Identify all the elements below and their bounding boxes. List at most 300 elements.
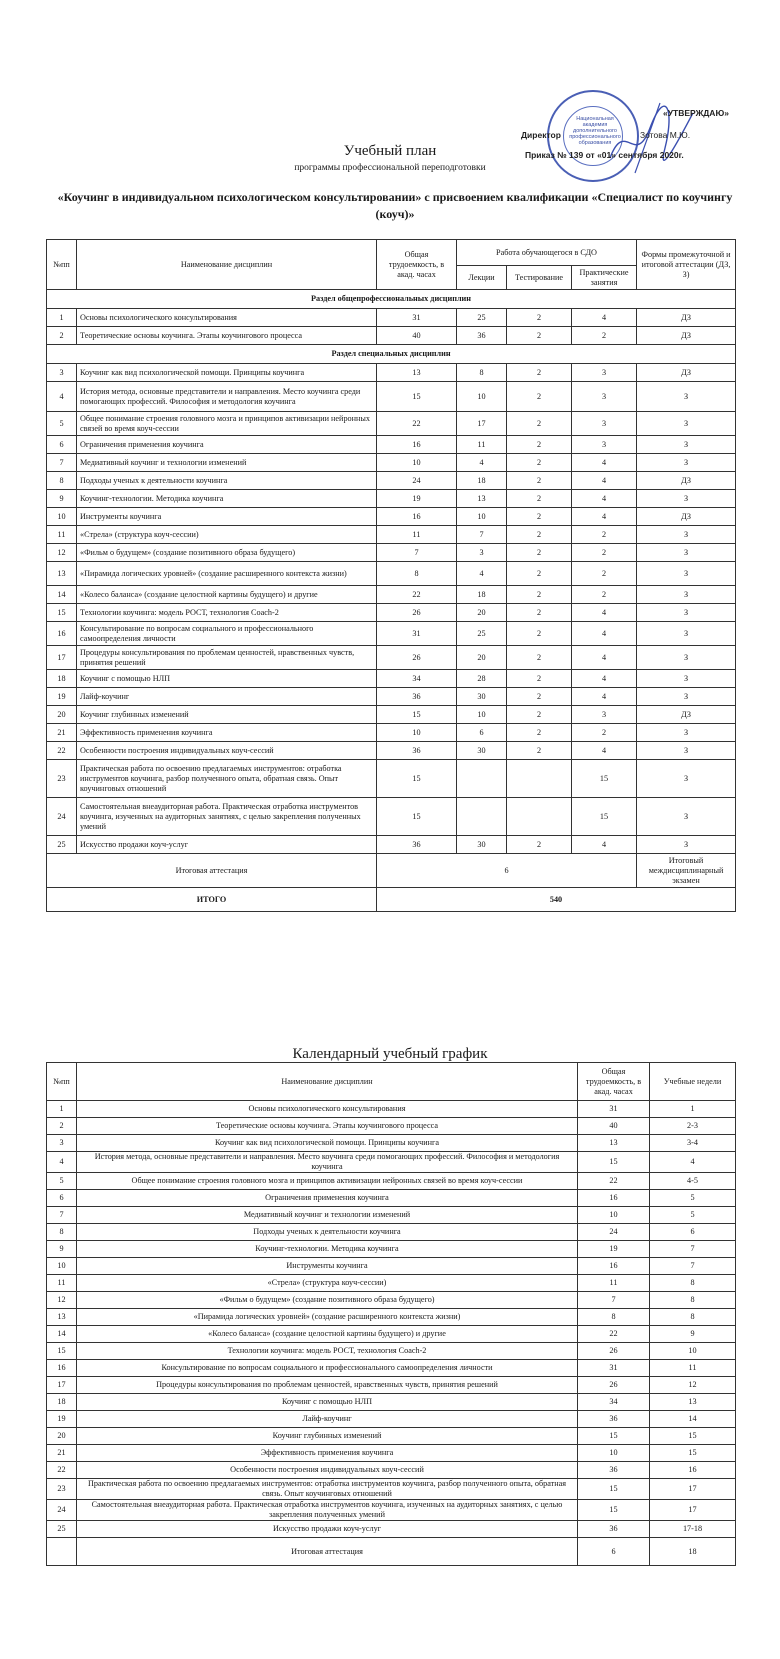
discipline-name: Процедуры консультирования по проблемам ценностей, нравственных чувств, принятия решений <box>77 1377 578 1394</box>
row-number: 15 <box>47 604 77 622</box>
table-row <box>47 1360 736 1377</box>
discipline-name: Инструменты коучинга <box>77 508 377 526</box>
table-row <box>47 1190 736 1207</box>
attestation-form: З <box>637 622 736 646</box>
study-weeks: 15 <box>650 1445 736 1462</box>
testing-hours: 2 <box>507 706 572 724</box>
testing-hours: 2 <box>507 562 572 586</box>
total-hours: 13 <box>578 1135 650 1152</box>
row-number: 23 <box>47 760 77 798</box>
attestation-form: З <box>637 436 736 454</box>
total-hours: 26 <box>377 604 457 622</box>
row-number: 11 <box>47 1275 77 1292</box>
lecture-hours: 28 <box>457 670 507 688</box>
discipline-name: Коучинг с помощью НЛП <box>77 1394 578 1411</box>
practice-hours: 4 <box>572 604 637 622</box>
table-row <box>47 1479 736 1500</box>
table-row <box>47 472 736 490</box>
lecture-hours: 10 <box>457 706 507 724</box>
table-row <box>47 544 736 562</box>
row-number: 5 <box>47 412 77 436</box>
discipline-name: Технологии коучинга: модель РОСТ, технология Coach-2 <box>77 604 377 622</box>
attestation-form: З <box>637 724 736 742</box>
total-hours: 16 <box>578 1190 650 1207</box>
total-hours: 15 <box>578 1428 650 1445</box>
attestation-form: З <box>637 586 736 604</box>
discipline-name: Подходы ученых к деятельности коучинга <box>77 1224 578 1241</box>
table-row <box>47 1173 736 1190</box>
row-number: 19 <box>47 688 77 706</box>
seal-icon: Национальная академия дополнительного профессионального образования <box>547 90 639 182</box>
practice-hours: 4 <box>572 622 637 646</box>
attestation-form: З <box>637 382 736 412</box>
lecture-hours: 10 <box>457 382 507 412</box>
practice-hours: 2 <box>572 327 637 345</box>
row-number: 2 <box>47 1118 77 1135</box>
col-header-forms: Формы промежуточной и итоговой аттестации (ДЗ, З) <box>637 240 736 290</box>
table-row <box>47 706 736 724</box>
cal-header-total: Общая трудоемкость, в акад. часах <box>578 1063 650 1101</box>
final-attestation-weeks: 18 <box>650 1538 736 1566</box>
practice-hours: 3 <box>572 412 637 436</box>
testing-hours: 2 <box>507 412 572 436</box>
testing-hours: 2 <box>507 688 572 706</box>
row-number: 18 <box>47 1394 77 1411</box>
discipline-name: «Пирамида логических уровней» (создание расширенного контекста жизни) <box>77 562 377 586</box>
row-number: 14 <box>47 1326 77 1343</box>
discipline-name: Консультирование по вопросам социального и профессионального самоопределения личности <box>77 622 377 646</box>
total-hours: 15 <box>377 706 457 724</box>
table-row <box>47 742 736 760</box>
page-subtitle: программы профессиональной переподготовки <box>294 163 486 173</box>
discipline-name: Искусство продажи коуч-услуг <box>77 836 377 854</box>
lecture-hours: 30 <box>457 742 507 760</box>
col-header-lectures: Лекции <box>457 266 507 290</box>
row-number: 7 <box>47 1207 77 1224</box>
row-number: 22 <box>47 1462 77 1479</box>
row-number: 4 <box>47 382 77 412</box>
total-label: ИТОГО <box>47 888 377 912</box>
discipline-name: Коучинг глубинных изменений <box>77 1428 578 1445</box>
row-number: 19 <box>47 1411 77 1428</box>
lecture-hours <box>457 760 507 798</box>
discipline-name: «Фильм о будущем» (создание позитивного образа будущего) <box>77 1292 578 1309</box>
lecture-hours: 6 <box>457 724 507 742</box>
total-hours: 8 <box>578 1309 650 1326</box>
lecture-hours: 25 <box>457 309 507 327</box>
row-number: 2 <box>47 327 77 345</box>
total-hours: 31 <box>377 622 457 646</box>
lecture-hours: 18 <box>457 472 507 490</box>
total-hours: 40 <box>578 1118 650 1135</box>
row-number: 25 <box>47 1521 77 1538</box>
total-hours: 10 <box>377 454 457 472</box>
final-attestation-row <box>47 1538 736 1566</box>
attestation-form: З <box>637 670 736 688</box>
total-hours: 15 <box>578 1500 650 1521</box>
table-row <box>47 327 736 345</box>
testing-hours: 2 <box>507 622 572 646</box>
col-header-work: Работа обучающегося в СДО <box>457 240 637 266</box>
total-hours: 11 <box>377 526 457 544</box>
attestation-form: З <box>637 798 736 836</box>
discipline-name: «Колесо баланса» (создание целостной картины будущего) и другие <box>77 586 377 604</box>
table-row <box>47 1152 736 1173</box>
study-weeks: 5 <box>650 1207 736 1224</box>
study-weeks: 7 <box>650 1258 736 1275</box>
row-number: 17 <box>47 646 77 670</box>
total-hours: 7 <box>377 544 457 562</box>
study-weeks: 6 <box>650 1224 736 1241</box>
discipline-name: Процедуры консультирования по проблемам ценностей, нравственных чувств, принятия решений <box>77 646 377 670</box>
row-number: 21 <box>47 1445 77 1462</box>
row-number: 20 <box>47 706 77 724</box>
section-special: Раздел специальных дисциплин <box>47 345 736 364</box>
table-row <box>47 1241 736 1258</box>
study-weeks: 3-4 <box>650 1135 736 1152</box>
total-value: 540 <box>377 888 736 912</box>
total-hours: 16 <box>578 1258 650 1275</box>
table-row <box>47 1343 736 1360</box>
lecture-hours: 10 <box>457 508 507 526</box>
discipline-name: Особенности построения индивидуальных коуч-сессий <box>77 1462 578 1479</box>
study-weeks: 11 <box>650 1360 736 1377</box>
study-weeks: 8 <box>650 1275 736 1292</box>
total-hours: 31 <box>578 1360 650 1377</box>
total-hours: 22 <box>377 412 457 436</box>
discipline-name: История метода, основные представители и направления. Место коучинга среди помогающих профессий. Философия и методология коучинга <box>77 382 377 412</box>
testing-hours: 2 <box>507 508 572 526</box>
row-number: 10 <box>47 508 77 526</box>
final-attestation-hours: 6 <box>377 854 637 888</box>
row-number: 12 <box>47 544 77 562</box>
order-line: Приказ № 139 от «01» сентября 2020г. <box>525 150 684 160</box>
total-hours: 10 <box>578 1445 650 1462</box>
table-row <box>47 364 736 382</box>
discipline-name: Самостоятельная внеаудиторная работа. Практическая отработка инструментов коучинга, изученных на аудиторных занятиях, с целью закрепления полученных умений <box>77 1500 578 1521</box>
total-hours: 31 <box>578 1101 650 1118</box>
study-weeks: 8 <box>650 1309 736 1326</box>
lecture-hours: 11 <box>457 436 507 454</box>
attestation-form: З <box>637 604 736 622</box>
study-weeks: 17 <box>650 1479 736 1500</box>
attestation-form: ДЗ <box>637 472 736 490</box>
table-row <box>47 760 736 798</box>
table-row <box>47 1258 736 1275</box>
testing-hours: 2 <box>507 586 572 604</box>
row-number: 22 <box>47 742 77 760</box>
lecture-hours: 13 <box>457 490 507 508</box>
testing-hours: 2 <box>507 544 572 562</box>
total-hours: 36 <box>377 836 457 854</box>
table-row <box>47 670 736 688</box>
testing-hours: 2 <box>507 327 572 345</box>
table-row <box>47 836 736 854</box>
total-hours: 8 <box>377 562 457 586</box>
lecture-hours: 8 <box>457 364 507 382</box>
table-row <box>47 622 736 646</box>
total-hours: 36 <box>377 742 457 760</box>
total-hours: 40 <box>377 327 457 345</box>
row-number: 21 <box>47 724 77 742</box>
table-row <box>47 1135 736 1152</box>
total-hours: 19 <box>377 490 457 508</box>
total-hours: 26 <box>377 646 457 670</box>
row-number: 6 <box>47 1190 77 1207</box>
total-hours: 36 <box>578 1462 650 1479</box>
total-hours: 34 <box>578 1394 650 1411</box>
row-number: 11 <box>47 526 77 544</box>
testing-hours: 2 <box>507 436 572 454</box>
discipline-name: Теоретические основы коучинга. Этапы коучингового процесса <box>77 1118 578 1135</box>
attestation-form: З <box>637 688 736 706</box>
table-row <box>47 1292 736 1309</box>
row-number: 5 <box>47 1173 77 1190</box>
practice-hours: 4 <box>572 490 637 508</box>
table-row <box>47 490 736 508</box>
program-title: «Коучинг в индивидуальном психологическом консультировании» с присвоением квалификации «Специалист по коучингу (коуч)» <box>57 190 733 221</box>
discipline-name: Коучинг как вид психологической помощи. Принципы коучинга <box>77 364 377 382</box>
attestation-form: З <box>637 562 736 586</box>
total-hours: 10 <box>377 724 457 742</box>
row-number: 8 <box>47 472 77 490</box>
total-hours: 15 <box>578 1152 650 1173</box>
final-attestation-row <box>47 854 736 888</box>
lecture-hours: 25 <box>457 622 507 646</box>
study-weeks: 1 <box>650 1101 736 1118</box>
study-weeks: 9 <box>650 1326 736 1343</box>
discipline-name: Коучинг-технологии. Методика коучинга <box>77 490 377 508</box>
section-row <box>47 290 736 309</box>
table-row <box>47 1462 736 1479</box>
row-number: 1 <box>47 309 77 327</box>
total-hours: 19 <box>578 1241 650 1258</box>
cal-header-num: №пп <box>47 1063 77 1101</box>
table-row <box>47 724 736 742</box>
study-weeks: 8 <box>650 1292 736 1309</box>
testing-hours: 2 <box>507 724 572 742</box>
table-row <box>47 1411 736 1428</box>
discipline-name: Эффективность применения коучинга <box>77 724 377 742</box>
total-hours: 15 <box>377 798 457 836</box>
row-number: 24 <box>47 1500 77 1521</box>
practice-hours: 4 <box>572 688 637 706</box>
total-hours: 36 <box>377 688 457 706</box>
attestation-form: З <box>637 544 736 562</box>
testing-hours: 2 <box>507 526 572 544</box>
row-number: 10 <box>47 1258 77 1275</box>
table-row <box>47 1500 736 1521</box>
col-header-name: Наименование дисциплин <box>77 240 377 290</box>
testing-hours <box>507 760 572 798</box>
testing-hours: 2 <box>507 454 572 472</box>
study-weeks: 14 <box>650 1411 736 1428</box>
study-weeks: 17 <box>650 1500 736 1521</box>
calendar-title: Календарный учебный график <box>292 1046 488 1062</box>
practice-hours: 4 <box>572 742 637 760</box>
discipline-name: Медиативный коучинг и технологии изменений <box>77 1207 578 1224</box>
approval-stamp <box>521 88 775 188</box>
table-row <box>47 1207 736 1224</box>
practice-hours: 3 <box>572 436 637 454</box>
row-number: 13 <box>47 562 77 586</box>
table-row <box>47 1224 736 1241</box>
total-hours: 22 <box>377 586 457 604</box>
row-number: 16 <box>47 1360 77 1377</box>
total-hours: 11 <box>578 1275 650 1292</box>
table-row <box>47 508 736 526</box>
total-hours: 15 <box>578 1479 650 1500</box>
discipline-name: Коучинг-технологии. Методика коучинга <box>77 1241 578 1258</box>
table-row <box>47 1118 736 1135</box>
testing-hours <box>507 798 572 836</box>
discipline-name: Лайф-коучинг <box>77 1411 578 1428</box>
table-row <box>47 586 736 604</box>
discipline-name: Эффективность применения коучинга <box>77 1445 578 1462</box>
total-hours: 16 <box>377 508 457 526</box>
study-weeks: 2-3 <box>650 1118 736 1135</box>
row-number: 9 <box>47 1241 77 1258</box>
attestation-form: З <box>637 490 736 508</box>
row-number: 18 <box>47 670 77 688</box>
practice-hours: 4 <box>572 472 637 490</box>
row-number: 20 <box>47 1428 77 1445</box>
row-number <box>47 1538 77 1566</box>
row-number: 17 <box>47 1377 77 1394</box>
director-label: Директор <box>521 130 561 140</box>
study-weeks: 4 <box>650 1152 736 1173</box>
col-header-num: №пп <box>47 240 77 290</box>
practice-hours: 3 <box>572 382 637 412</box>
discipline-name: Коучинг с помощью НЛП <box>77 670 377 688</box>
attestation-form: ДЗ <box>637 309 736 327</box>
discipline-name: Коучинг как вид психологической помощи. Принципы коучинга <box>77 1135 578 1152</box>
table-row <box>47 412 736 436</box>
practice-hours: 3 <box>572 364 637 382</box>
attestation-form: З <box>637 760 736 798</box>
practice-hours: 4 <box>572 508 637 526</box>
discipline-name: Общее понимание строения головного мозга и принципов активизации нейронных связей во время коуч-сессии <box>77 412 377 436</box>
practice-hours: 15 <box>572 760 637 798</box>
discipline-name: Консультирование по вопросам социального и профессионального самоопределения личности <box>77 1360 578 1377</box>
table-row <box>47 1394 736 1411</box>
final-attestation-hours: 6 <box>578 1538 650 1566</box>
practice-hours: 3 <box>572 706 637 724</box>
total-hours: 26 <box>578 1343 650 1360</box>
discipline-name: Практическая работа по освоению предлагаемых инструментов: отработка инструментов коучинга, разбор полученного опыта, обратная связь. Опыт коучинговых отношений <box>77 1479 578 1500</box>
total-hours: 22 <box>578 1326 650 1343</box>
discipline-name: Практическая работа по освоению предлагаемых инструментов: отработка инструментов коучинга, разбор полученного опыта, обратная связь. Опыт коучинговых отношений <box>77 760 377 798</box>
attestation-form: ДЗ <box>637 508 736 526</box>
discipline-name: Лайф-коучинг <box>77 688 377 706</box>
curriculum-table <box>46 239 736 912</box>
table-row <box>47 1101 736 1118</box>
study-weeks: 5 <box>650 1190 736 1207</box>
section-general: Раздел общепрофессиональных дисциплин <box>47 290 736 309</box>
lecture-hours: 7 <box>457 526 507 544</box>
final-attestation-label: Итоговая аттестация <box>47 854 377 888</box>
table-row <box>47 309 736 327</box>
table-row <box>47 1428 736 1445</box>
total-hours: 24 <box>377 472 457 490</box>
practice-hours: 4 <box>572 309 637 327</box>
row-number: 7 <box>47 454 77 472</box>
attestation-form: З <box>637 836 736 854</box>
page-title: Учебный план <box>343 143 437 159</box>
practice-hours: 4 <box>572 646 637 670</box>
row-number: 16 <box>47 622 77 646</box>
lecture-hours: 30 <box>457 836 507 854</box>
testing-hours: 2 <box>507 382 572 412</box>
study-weeks: 7 <box>650 1241 736 1258</box>
attestation-form: З <box>637 454 736 472</box>
discipline-name: «Фильм о будущем» (создание позитивного образа будущего) <box>77 544 377 562</box>
col-header-total: Общая трудоемкость, в акад. часах <box>377 240 457 290</box>
table-row <box>47 1521 736 1538</box>
testing-hours: 2 <box>507 364 572 382</box>
practice-hours: 15 <box>572 798 637 836</box>
total-hours: 36 <box>578 1411 650 1428</box>
discipline-name: Технологии коучинга: модель РОСТ, технология Coach-2 <box>77 1343 578 1360</box>
table-row <box>47 798 736 836</box>
discipline-name: «Стрела» (структура коуч-сессии) <box>77 526 377 544</box>
table-row <box>47 562 736 586</box>
table-row <box>47 526 736 544</box>
testing-hours: 2 <box>507 836 572 854</box>
table-row <box>47 1445 736 1462</box>
row-number: 23 <box>47 1479 77 1500</box>
row-number: 15 <box>47 1343 77 1360</box>
discipline-name: Ограничения применения коучинга <box>77 436 377 454</box>
practice-hours: 2 <box>572 586 637 604</box>
row-number: 24 <box>47 798 77 836</box>
table-row <box>47 1275 736 1292</box>
total-hours: 15 <box>377 760 457 798</box>
row-number: 3 <box>47 1135 77 1152</box>
practice-hours: 4 <box>572 836 637 854</box>
section-row <box>47 345 736 364</box>
attestation-form: З <box>637 742 736 760</box>
table-row <box>47 1377 736 1394</box>
lecture-hours: 18 <box>457 586 507 604</box>
lecture-hours: 3 <box>457 544 507 562</box>
final-attestation-label: Итоговая аттестация <box>77 1538 578 1566</box>
table-row <box>47 604 736 622</box>
lecture-hours: 20 <box>457 604 507 622</box>
total-hours: 26 <box>578 1377 650 1394</box>
table-row <box>47 646 736 670</box>
table-row <box>47 1309 736 1326</box>
discipline-name: «Пирамида логических уровней» (создание расширенного контекста жизни) <box>77 1309 578 1326</box>
row-number: 13 <box>47 1309 77 1326</box>
total-hours: 24 <box>578 1224 650 1241</box>
total-hours: 15 <box>377 382 457 412</box>
row-number: 8 <box>47 1224 77 1241</box>
attestation-form: ДЗ <box>637 364 736 382</box>
lecture-hours: 20 <box>457 646 507 670</box>
discipline-name: «Колесо баланса» (создание целостной картины будущего) и другие <box>77 1326 578 1343</box>
director-name: Зотова М.Ю. <box>640 130 691 140</box>
total-hours: 10 <box>578 1207 650 1224</box>
testing-hours: 2 <box>507 472 572 490</box>
study-weeks: 10 <box>650 1343 736 1360</box>
discipline-name: История метода, основные представители и направления. Место коучинга среди помогающих профессий. Философия и методология коучинга <box>77 1152 578 1173</box>
discipline-name: Ограничения применения коучинга <box>77 1190 578 1207</box>
attestation-form: ДЗ <box>637 706 736 724</box>
discipline-name: Подходы ученых к деятельности коучинга <box>77 472 377 490</box>
table-row <box>47 382 736 412</box>
total-row <box>47 888 736 912</box>
